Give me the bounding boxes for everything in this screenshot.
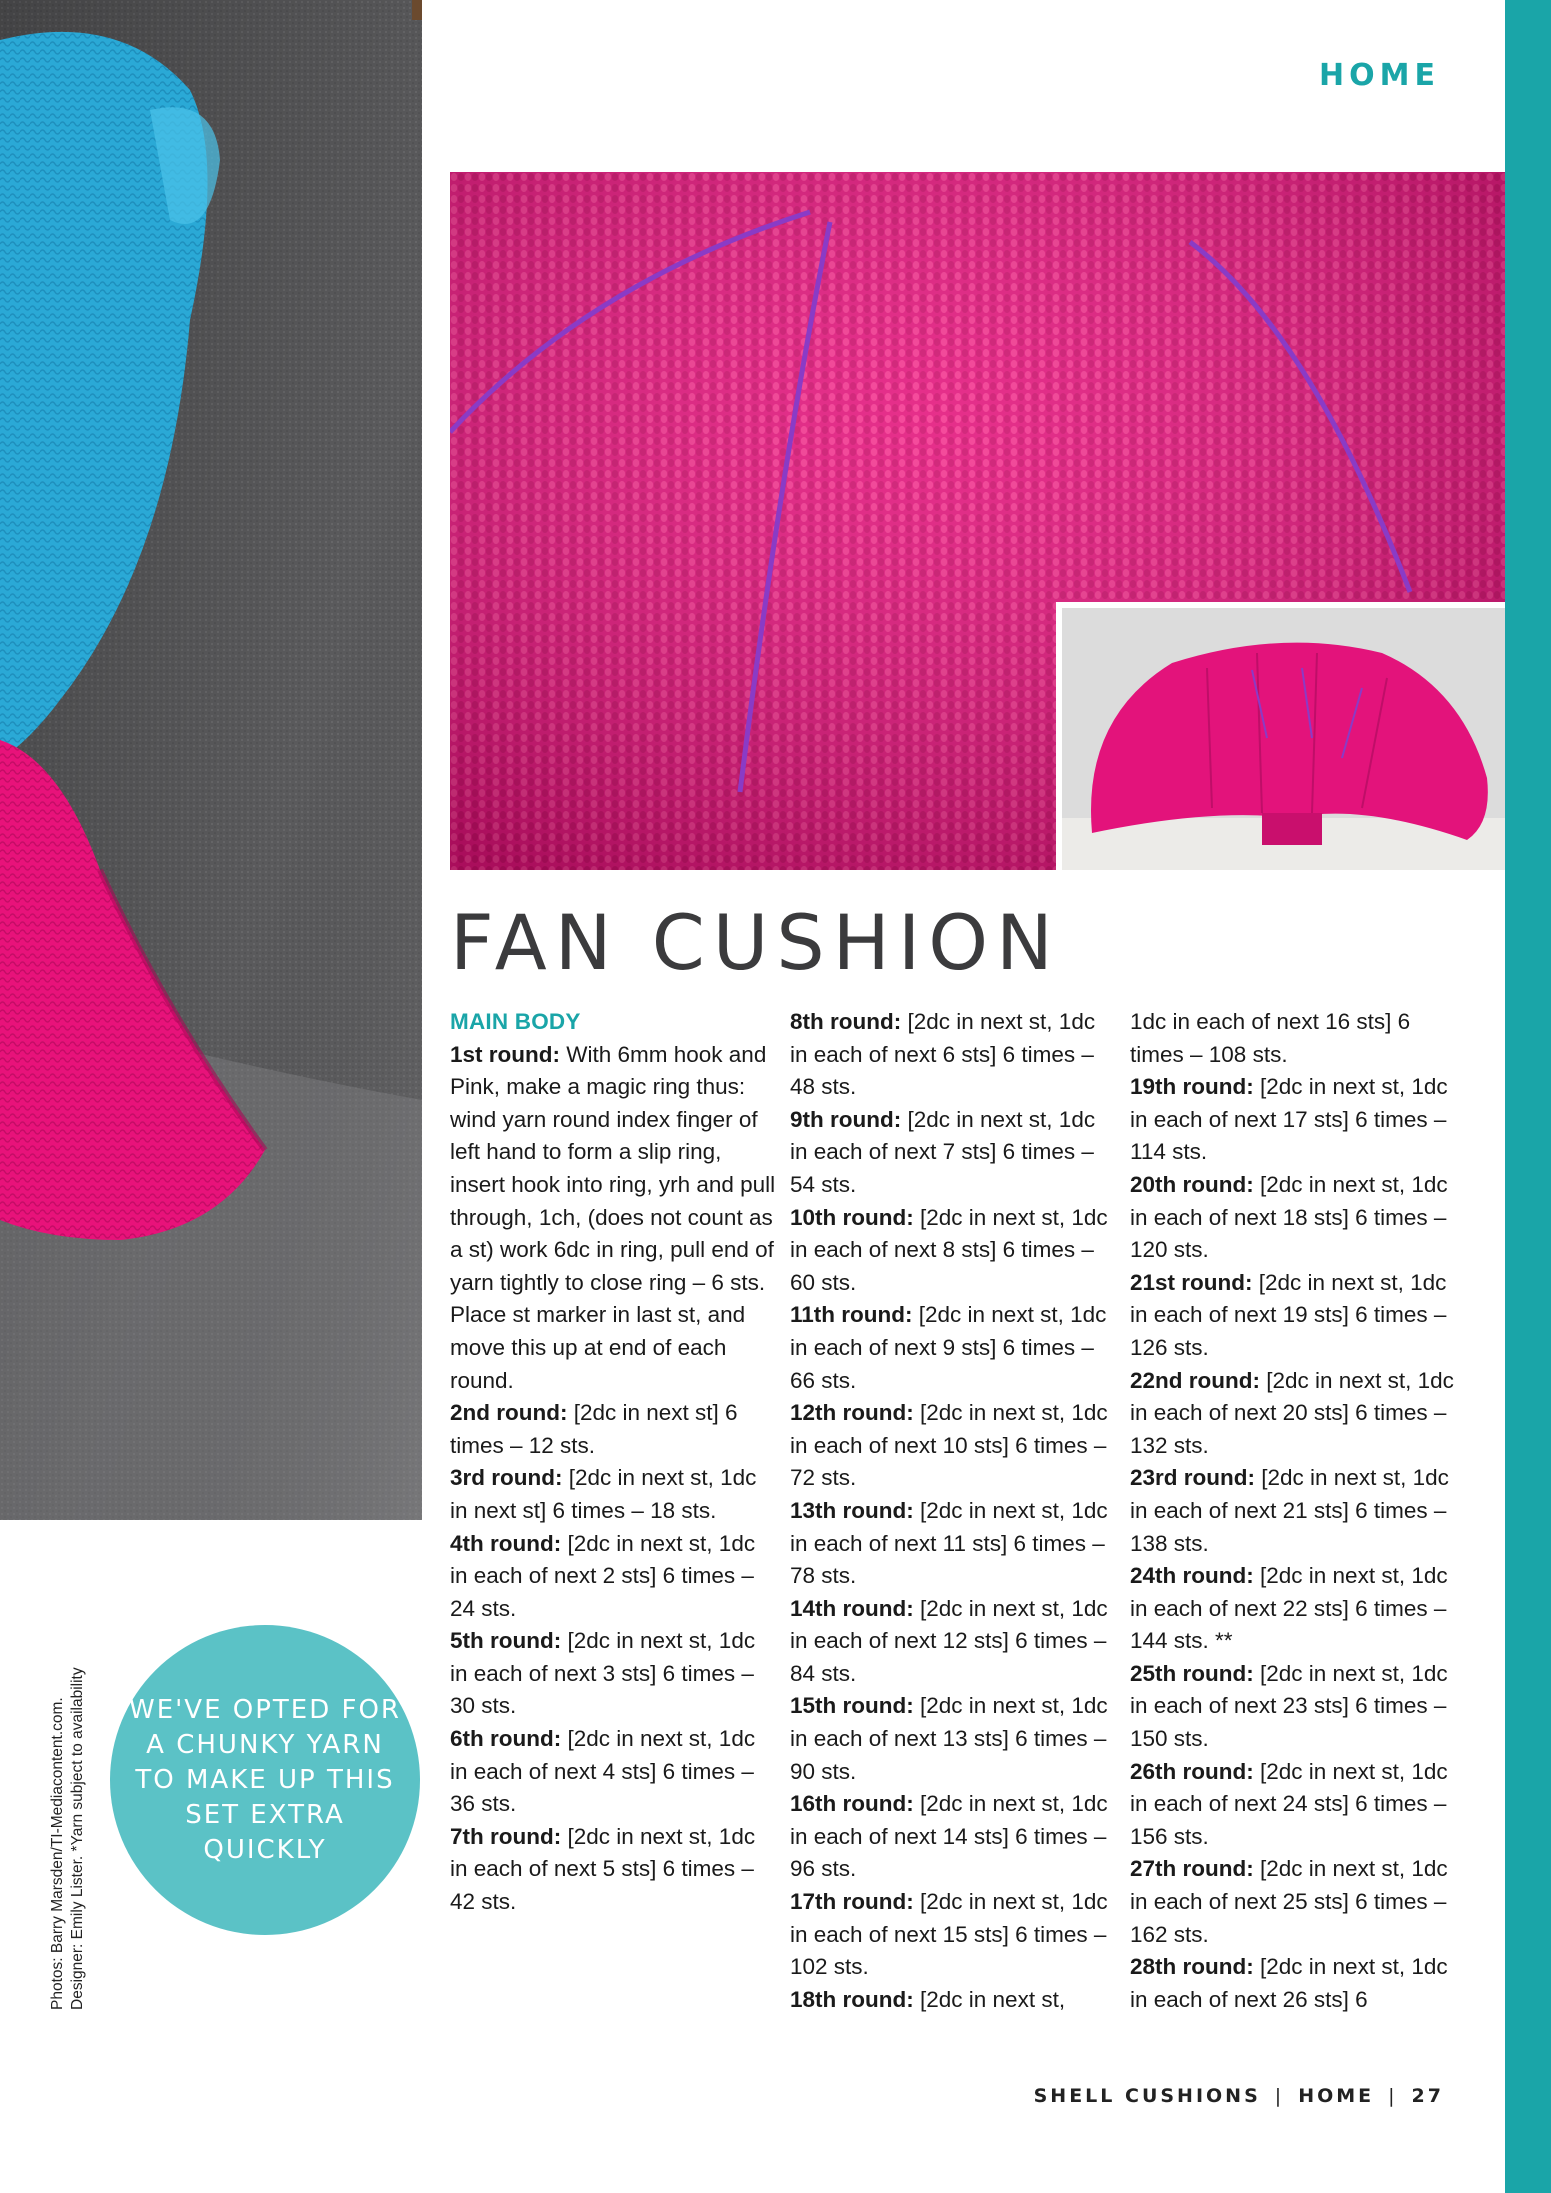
page-title: FAN CUSHION xyxy=(450,898,1061,987)
section-label: HOME xyxy=(1319,58,1440,93)
blue-and-pink-cushions-photo xyxy=(0,0,422,1520)
footer-section: HOME xyxy=(1298,2085,1375,2107)
round-note: Place st marker in last st, and move this up at end of each round. xyxy=(450,1302,746,1393)
round-12: 12th round: [2dc in next st, 1dc in each of next 10 sts] 6 times – 72 sts. xyxy=(790,1400,1108,1491)
round-28: 28th round: [2dc in next st, 1dc in each of next 26 sts] 6 xyxy=(1130,1954,1448,2012)
round-4: 4th round: [2dc in next st, 1dc in each of next 2 sts] 6 times – 24 sts. xyxy=(450,1530,756,1621)
round-22: 22nd round: [2dc in next st, 1dc in each of next 20 sts] 6 times – 132 sts. xyxy=(1130,1367,1454,1458)
footer-separator: | xyxy=(1274,2085,1285,2107)
round-8: 8th round: [2dc in next st, 1dc in each of next 6 sts] 6 times – 48 sts. xyxy=(790,1009,1096,1100)
credit-line-2: Designer: Emily Lister. *Yarn subject to availability xyxy=(69,1667,86,2010)
round-6: 6th round: [2dc in next st, 1dc in each of next 4 sts] 6 times – 36 sts. xyxy=(450,1726,756,1817)
round-16: 16th round: [2dc in next st, 1dc in each of next 14 sts] 6 times – 96 sts. xyxy=(790,1791,1108,1882)
page-number: 27 xyxy=(1411,2085,1444,2107)
callout-circle xyxy=(110,1625,420,1935)
round-11: 11th round: [2dc in next st, 1dc in each of next 9 sts] 6 times – 66 sts. xyxy=(790,1302,1107,1393)
callout-text: WE'VE OPTED FOR A CHUNKY YARN TO MAKE UP THIS SET EXTRA QUICKLY xyxy=(129,1694,401,1865)
round-13: 13th round: [2dc in next st, 1dc in each of next 11 sts] 6 times – 78 sts. xyxy=(790,1497,1108,1589)
section-heading: MAIN BODY xyxy=(450,1009,581,1034)
round-17: 17th round: [2dc in next st, 1dc in each of next 15 sts] 6 times – 102 sts. xyxy=(790,1889,1108,1980)
footer-separator: | xyxy=(1388,2085,1398,2107)
column-2 xyxy=(790,1006,1116,2016)
round-15: 15th round: [2dc in next st, 1dc in each of next 13 sts] 6 times – 90 sts. xyxy=(790,1693,1108,1784)
round-14: 14th round: [2dc in next st, 1dc in each of next 12 sts] 6 times – 84 sts. xyxy=(790,1595,1108,1686)
page-footer xyxy=(1034,2085,1444,2107)
round-1: 1st round: With 6mm hook and Pink, make a magic ring thus: wind yarn round index finger of left hand to form a slip ring, insert hook into ring, yrh and pull through, 1ch, (does not count as a st) work 6dc in ring, pull end of yarn tightly to close ring – 6 sts. xyxy=(450,1041,776,1295)
credit-line-1: Photos: Barry Marsden/TI-Mediacontent.com. xyxy=(49,1697,66,2010)
round-18-cont: 1dc in each of next 16 sts] 6 times – 108 sts. xyxy=(1130,1009,1411,1067)
photo-credit xyxy=(48,1667,88,2010)
column-3 xyxy=(1130,1006,1456,2016)
round-19: 19th round: [2dc in next st, 1dc in each of next 17 sts] 6 times – 114 sts. xyxy=(1130,1074,1448,1165)
round-23: 23rd round: [2dc in next st, 1dc in each of next 21 sts] 6 times – 138 sts. xyxy=(1130,1465,1449,1556)
round-3: 3rd round: [2dc in next st, 1dc in next st] 6 times – 18 sts. xyxy=(450,1465,757,1523)
round-2: 2nd round: [2dc in next st] 6 times – 12 sts. xyxy=(450,1400,738,1458)
round-10: 10th round: [2dc in next st, 1dc in each of next 8 sts] 6 times – 60 sts. xyxy=(790,1204,1108,1295)
pink-fan-cushion-photo xyxy=(1062,608,1505,870)
round-26: 26th round: [2dc in next st, 1dc in each of next 24 sts] 6 times – 156 sts. xyxy=(1130,1758,1448,1849)
round-18: 18th round: [2dc in next st, xyxy=(790,1986,1066,2012)
round-9: 9th round: [2dc in next st, 1dc in each of next 7 sts] 6 times – 54 sts. xyxy=(790,1106,1096,1197)
left-photo xyxy=(0,0,422,1520)
round-7: 7th round: [2dc in next st, 1dc in each of next 5 sts] 6 times – 42 sts. xyxy=(450,1823,756,1915)
round-21: 21st round: [2dc in next st, 1dc in each of next 19 sts] 6 times – 126 sts. xyxy=(1130,1269,1447,1360)
round-25: 25th round: [2dc in next st, 1dc in each of next 23 sts] 6 times – 150 sts. xyxy=(1130,1660,1448,1752)
round-24: 24th round: [2dc in next st, 1dc in each of next 22 sts] 6 times – 144 sts. ** xyxy=(1130,1563,1448,1654)
round-20: 20th round: [2dc in next st, 1dc in each of next 18 sts] 6 times – 120 sts. xyxy=(1130,1171,1448,1263)
footer-title: SHELL CUSHIONS xyxy=(1033,2085,1261,2107)
accent-bar xyxy=(1505,0,1551,2193)
inset-photo xyxy=(1056,602,1505,870)
column-1 xyxy=(450,1006,776,1919)
round-5: 5th round: [2dc in next st, 1dc in each of next 3 sts] 6 times – 30 sts. xyxy=(450,1628,756,1719)
round-27: 27th round: [2dc in next st, 1dc in each of next 25 sts] 6 times – 162 sts. xyxy=(1130,1856,1448,1947)
